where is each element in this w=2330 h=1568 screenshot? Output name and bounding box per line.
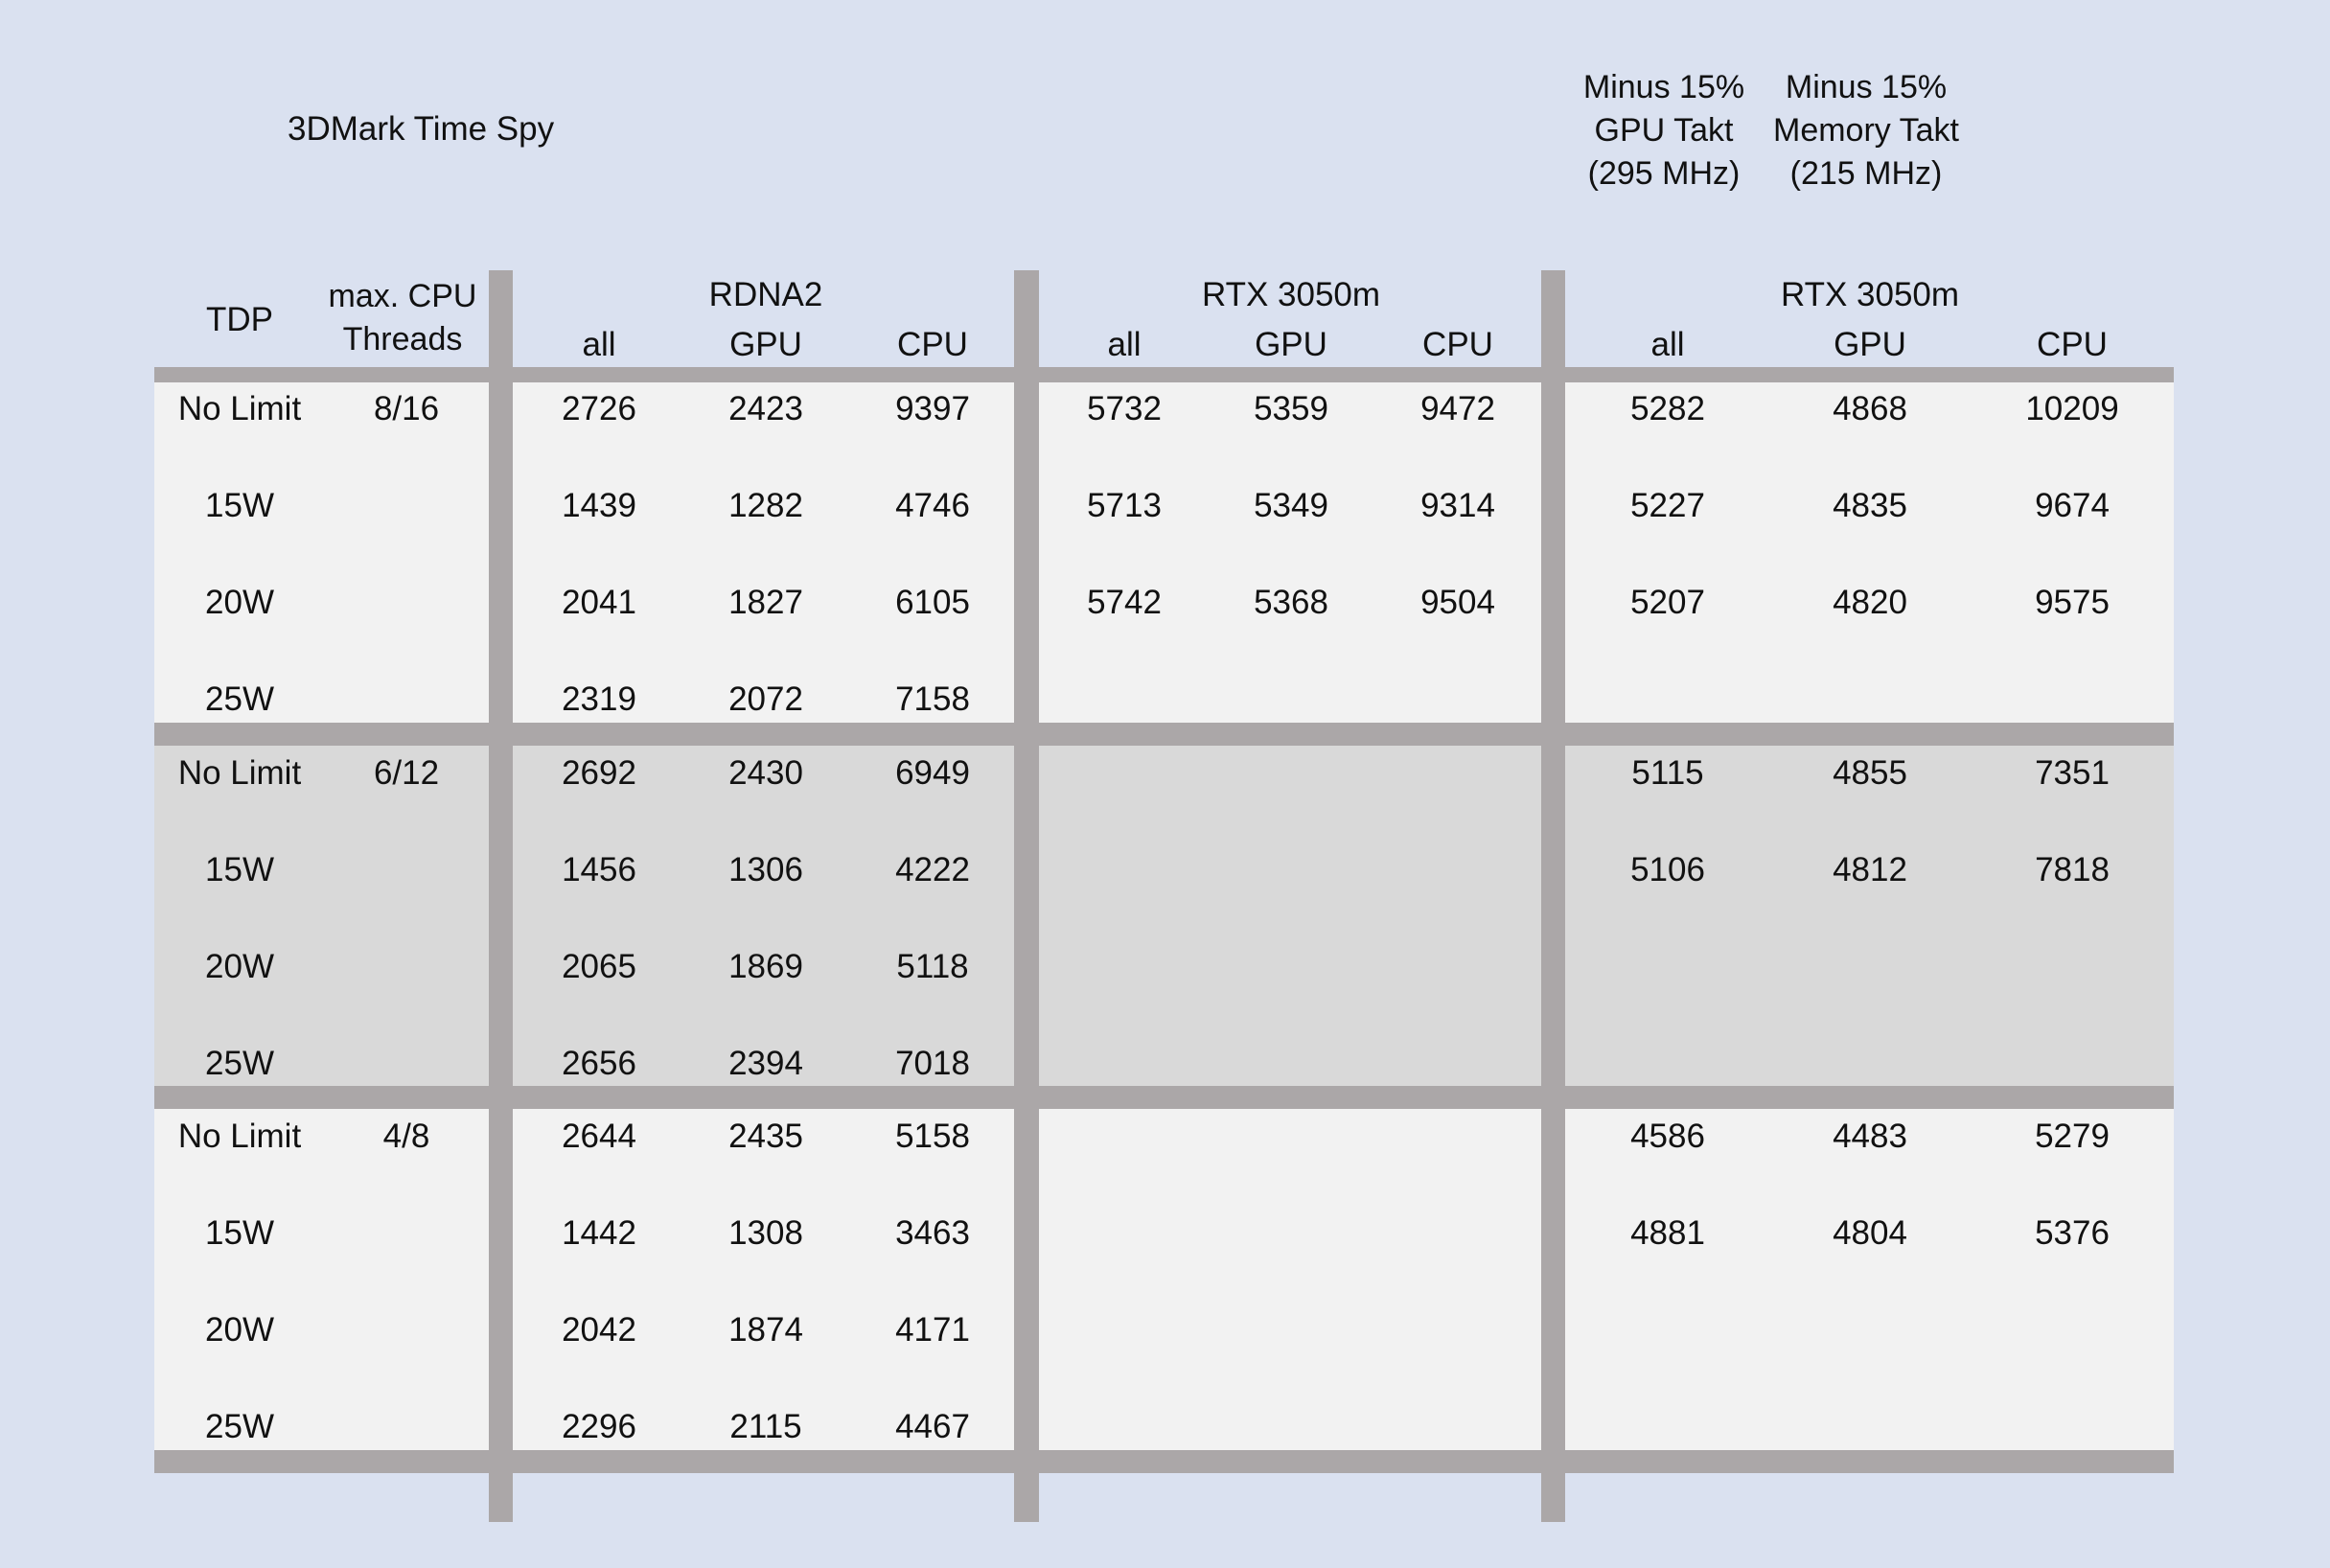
subheader-all: all	[582, 326, 616, 363]
tdp-cell: 20W	[205, 584, 274, 621]
score-cell-rdna2-all: 2042	[562, 1311, 636, 1349]
score-cell-rtx-m15-cpu: 9674	[2035, 487, 2110, 524]
header-threads	[329, 275, 477, 361]
tdp-cell: No Limit	[177, 1118, 302, 1155]
tdp-cell: 15W	[205, 851, 274, 888]
score-cell-rdna2-gpu: 1282	[728, 487, 803, 524]
score-cell-rtx-all: 5732	[1087, 390, 1162, 427]
score-cell-rtx-m15-cpu: 10209	[2025, 390, 2119, 427]
note-line: Memory Takt	[1773, 112, 1959, 149]
score-cell-rdna2-gpu: 1827	[728, 584, 803, 621]
score-cell-rdna2-cpu: 9397	[895, 390, 970, 427]
tdp-cell: 25W	[205, 1045, 274, 1082]
score-cell-rtx-all: 5713	[1087, 487, 1162, 524]
score-cell-rdna2-cpu: 5118	[896, 948, 969, 985]
tdp-cell: No Limit	[177, 754, 302, 792]
score-cell-rtx-cpu: 9314	[1420, 487, 1495, 524]
score-cell-rdna2-all: 2296	[562, 1408, 636, 1445]
block-band-6-12	[154, 745, 2174, 1086]
score-cell-rdna2-all: 2692	[562, 754, 636, 792]
score-cell-rdna2-gpu: 1306	[728, 851, 803, 888]
block-band-4-8	[154, 1108, 2174, 1450]
score-cell-rtx-m15-gpu: 4855	[1833, 754, 1907, 792]
score-cell-rdna2-all: 2656	[562, 1045, 636, 1082]
note-line: Minus 15%	[1785, 69, 1948, 105]
note-memory-clock	[1773, 66, 1959, 196]
page-title: 3DMark Time Spy	[288, 110, 555, 148]
score-cell-rtx-m15-cpu: 7818	[2035, 851, 2110, 888]
note-gpu-clock	[1583, 66, 1744, 196]
score-cell-rtx-m15-gpu: 4820	[1833, 584, 1907, 621]
header-threads-line: max. CPU	[328, 278, 477, 314]
score-cell-rtx-m15-cpu: 5279	[2035, 1118, 2110, 1155]
score-cell-rtx-m15-all: 5106	[1630, 851, 1705, 888]
score-cell-rtx-m15-cpu: 5376	[2035, 1214, 2110, 1252]
block-band-8-16	[154, 380, 2174, 724]
score-cell-rtx-cpu: 9504	[1420, 584, 1495, 621]
score-cell-rtx-m15-cpu: 9575	[2035, 584, 2110, 621]
note-line: (295 MHz)	[1587, 155, 1741, 192]
tdp-cell: 20W	[205, 1311, 274, 1349]
block-separator	[154, 1086, 2174, 1109]
subheader-cpu: CPU	[2037, 326, 2108, 363]
score-cell-rtx-m15-gpu: 4835	[1833, 487, 1907, 524]
score-cell-rtx-m15-gpu: 4868	[1833, 390, 1907, 427]
score-cell-rtx-m15-all: 5115	[1631, 754, 1704, 792]
score-cell-rtx-m15-cpu: 7351	[2035, 754, 2110, 792]
group-header-rtx-minus15: RTX 3050m	[1780, 276, 1960, 313]
group-header-rdna2: RDNA2	[708, 276, 823, 313]
score-cell-rdna2-cpu: 5158	[895, 1118, 970, 1155]
score-cell-rdna2-cpu: 6105	[895, 584, 970, 621]
score-cell-rdna2-gpu: 2072	[728, 680, 803, 718]
header-separator	[154, 367, 2174, 382]
threads-cell: 8/16	[373, 390, 440, 427]
tdp-cell: 25W	[205, 1408, 274, 1445]
score-cell-rdna2-all: 2319	[562, 680, 636, 718]
block-separator	[154, 723, 2174, 746]
score-cell-rtx-m15-gpu: 4812	[1833, 851, 1907, 888]
group-header-rtx: RTX 3050m	[1201, 276, 1381, 313]
tdp-cell: 25W	[205, 680, 274, 718]
tdp-cell: 15W	[205, 1214, 274, 1252]
score-cell-rdna2-all: 1456	[562, 851, 636, 888]
score-cell-rdna2-gpu: 2430	[728, 754, 803, 792]
header-tdp: TDP	[206, 301, 273, 338]
subheader-gpu: GPU	[1834, 326, 1906, 363]
score-cell-rtx-cpu: 9472	[1420, 390, 1495, 427]
subheader-cpu: CPU	[897, 326, 968, 363]
subheader-all: all	[1107, 326, 1142, 363]
column-separator	[1541, 270, 1565, 1522]
score-cell-rdna2-all: 2726	[562, 390, 636, 427]
score-cell-rtx-m15-all: 5282	[1630, 390, 1705, 427]
score-cell-rdna2-cpu: 4746	[895, 487, 970, 524]
score-cell-rdna2-all: 1442	[562, 1214, 636, 1252]
score-cell-rdna2-gpu: 2435	[728, 1118, 803, 1155]
score-cell-rdna2-all: 2644	[562, 1118, 636, 1155]
score-cell-rdna2-cpu: 4222	[895, 851, 970, 888]
score-cell-rdna2-gpu: 1874	[728, 1311, 803, 1349]
score-cell-rtx-gpu: 5349	[1254, 487, 1328, 524]
note-line: GPU Takt	[1594, 112, 1734, 149]
column-separator	[489, 270, 513, 1522]
score-cell-rdna2-all: 1439	[562, 487, 636, 524]
note-line: Minus 15%	[1582, 69, 1745, 105]
score-cell-rdna2-gpu: 1869	[728, 948, 803, 985]
score-cell-rtx-m15-gpu: 4483	[1833, 1118, 1907, 1155]
score-cell-rtx-m15-all: 5227	[1630, 487, 1705, 524]
tdp-cell: 15W	[205, 487, 274, 524]
score-cell-rtx-m15-all: 4586	[1630, 1118, 1705, 1155]
score-cell-rdna2-all: 2041	[562, 584, 636, 621]
score-cell-rtx-m15-gpu: 4804	[1833, 1214, 1907, 1252]
score-cell-rdna2-gpu: 2423	[728, 390, 803, 427]
threads-cell: 4/8	[382, 1118, 430, 1155]
score-cell-rdna2-cpu: 4171	[895, 1311, 970, 1349]
score-cell-rdna2-gpu: 2115	[729, 1408, 802, 1445]
score-cell-rtx-gpu: 5359	[1254, 390, 1328, 427]
tdp-cell: 20W	[205, 948, 274, 985]
score-cell-rtx-m15-all: 4881	[1630, 1214, 1705, 1252]
score-cell-rtx-all: 5742	[1087, 584, 1162, 621]
score-cell-rdna2-gpu: 1308	[728, 1214, 803, 1252]
subheader-gpu: GPU	[1255, 326, 1327, 363]
threads-cell: 6/12	[373, 754, 440, 792]
score-cell-rdna2-all: 2065	[562, 948, 636, 985]
header-threads-line: Threads	[342, 321, 463, 357]
subheader-gpu: GPU	[729, 326, 802, 363]
score-cell-rtx-m15-all: 5207	[1630, 584, 1705, 621]
score-cell-rtx-gpu: 5368	[1254, 584, 1328, 621]
table-bottom-border	[154, 1450, 2174, 1473]
subheader-cpu: CPU	[1422, 326, 1493, 363]
score-cell-rdna2-cpu: 3463	[895, 1214, 970, 1252]
score-cell-rdna2-gpu: 2394	[728, 1045, 803, 1082]
column-separator	[1014, 270, 1039, 1522]
score-cell-rdna2-cpu: 7018	[895, 1045, 970, 1082]
subheader-all: all	[1650, 326, 1685, 363]
tdp-cell: No Limit	[177, 390, 302, 427]
note-line: (215 MHz)	[1789, 155, 1943, 192]
score-cell-rdna2-cpu: 4467	[895, 1408, 970, 1445]
score-cell-rdna2-cpu: 7158	[895, 680, 970, 718]
score-cell-rdna2-cpu: 6949	[895, 754, 970, 792]
